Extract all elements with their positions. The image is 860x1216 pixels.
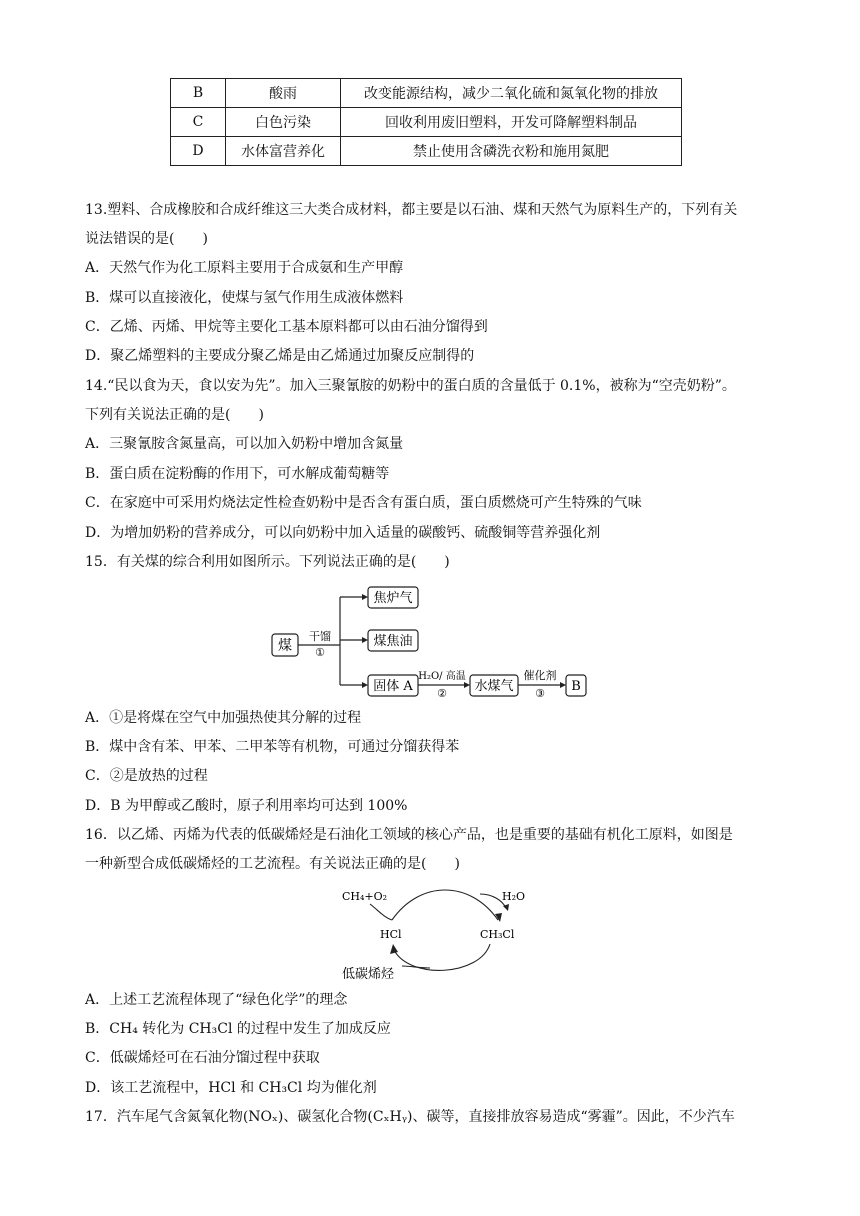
measure-cell: 改变能源结构，减少二氧化硫和氮氧化物的排放 bbox=[341, 79, 682, 108]
ch3cl-label: CH₃Cl bbox=[480, 928, 515, 941]
olefin-label: 低碳烯烃 bbox=[342, 967, 395, 982]
arrowhead bbox=[362, 682, 368, 688]
q13-option-d: D．聚乙烯塑料的主要成分聚乙烯是由乙烯通过加聚反应制得的 bbox=[85, 348, 475, 364]
arrowhead bbox=[362, 594, 368, 600]
option-cell: D bbox=[171, 137, 226, 166]
arrowhead bbox=[560, 682, 566, 688]
measure-cell: 回收利用废旧塑料，开发可降解塑料制品 bbox=[341, 108, 682, 137]
q15-option-a: A．①是将煤在空气中加强热使其分解的过程 bbox=[85, 710, 362, 726]
table-row bbox=[171, 79, 682, 108]
q14-stem-line2: 下列有关说法正确的是( ) bbox=[85, 407, 264, 423]
q17-stem-line1: 17．汽车尾气含氮氧化物(NOₓ)、碳氢化合物(CₓHᵧ)、碳等，直接排放容易造成“雾霾”。因此，不少汽车 bbox=[85, 1109, 735, 1125]
product-b-label: B bbox=[571, 679, 581, 694]
arrowhead bbox=[390, 944, 398, 954]
pollution-measures-table bbox=[170, 78, 682, 166]
q15-option-c: C．②是放热的过程 bbox=[85, 768, 208, 784]
q14-option-c: C．在家庭中可采用灼烧法定性检查奶粉中是否含有蛋白质，蛋白质燃烧可产生特殊的气味 bbox=[85, 495, 642, 511]
q13-option-b: B．煤可以直接液化，使煤与氢气作用生成液体燃料 bbox=[85, 290, 404, 306]
q13-stem-line2: 说法错误的是( ) bbox=[85, 231, 208, 247]
q13-stem-line1: 13.塑料、合成橡胶和合成纤维这三大类合成材料，都主要是以石油、煤和天然气为原料生产的，下列有关 bbox=[85, 202, 738, 218]
option-cell: B bbox=[171, 79, 226, 108]
q14-option-a: A．三聚氰胺含氮量高，可以加入奶粉中增加含氮量 bbox=[85, 436, 404, 452]
step3-number: ③ bbox=[535, 687, 545, 700]
coal-utilization-diagram bbox=[270, 582, 600, 700]
option-cell: C bbox=[171, 108, 226, 137]
arrowhead bbox=[464, 682, 470, 688]
step1-label: 干馏 bbox=[309, 630, 331, 643]
measure-cell: 禁止使用含磷洗衣粉和施用氮肥 bbox=[341, 137, 682, 166]
step2-label: H₂O/ 高温 bbox=[418, 671, 466, 682]
step1-number: ① bbox=[315, 646, 325, 659]
q16-stem-line2: 一种新型合成低碳烯烃的工艺流程。有关说法正确的是( ) bbox=[85, 856, 460, 872]
problem-cell: 水体富营养化 bbox=[226, 137, 341, 166]
reactants-label: CH₄+O₂ bbox=[342, 890, 388, 903]
step3-label: 催化剂 bbox=[523, 669, 557, 682]
coke-oven-gas-label: 焦炉气 bbox=[373, 591, 413, 606]
q13-option-c: C．乙烯、丙烯、甲烷等主要化工基本原料都可以由石油分馏得到 bbox=[85, 319, 488, 335]
problem-cell: 白色污染 bbox=[226, 108, 341, 137]
q15-option-d: D．B 为甲醇或乙酸时，原子利用率均可达到 100% bbox=[85, 798, 408, 814]
coal-label: 煤 bbox=[278, 638, 292, 654]
table-row bbox=[171, 137, 682, 166]
reactants-in-arrow bbox=[370, 904, 392, 920]
problem-cell: 酸雨 bbox=[226, 79, 341, 108]
q16-option-d: D．该工艺流程中，HCl 和 CH₃Cl 均为催化剂 bbox=[85, 1080, 377, 1096]
coal-tar-label: 煤焦油 bbox=[373, 634, 413, 649]
water-gas-label: 水煤气 bbox=[474, 679, 514, 694]
solid-a-label: 固体 A bbox=[373, 679, 413, 694]
arrowhead bbox=[362, 637, 368, 643]
q14-option-d: D．为增加奶粉的营养成分，可以向奶粉中加入适量的碳酸钙、硫酸铜等营养强化剂 bbox=[85, 525, 601, 541]
hcl-label: HCl bbox=[380, 928, 402, 941]
q15-stem: 15．有关煤的综合利用如图所示。下列说法正确的是( ) bbox=[85, 554, 450, 570]
q16-stem-line1: 16．以乙烯、丙烯为代表的低碳烯烃是石油化工领域的核心产品，也是重要的基础有机化工原料，如图是 bbox=[85, 827, 733, 843]
q15-option-b: B．煤中含有苯、甲苯、二甲苯等有机物，可通过分馏获得苯 bbox=[85, 739, 460, 755]
step2-number: ② bbox=[437, 687, 447, 700]
table-row bbox=[171, 108, 682, 137]
q14-stem-line1: 14.“民以食为天，食以安为先”。加入三聚氰胺的奶粉中的蛋白质的含量低于 0.1%，被称为“空壳奶粉”。 bbox=[85, 378, 736, 394]
olefin-process-diagram bbox=[330, 880, 540, 984]
q16-option-b: B．CH₄ 转化为 CH₃Cl 的过程中发生了加成反应 bbox=[85, 1021, 391, 1037]
q16-option-a: A．上述工艺流程体现了“绿色化学”的理念 bbox=[85, 992, 348, 1008]
q16-option-c: C．低碳烯烃可在石油分馏过程中获取 bbox=[85, 1050, 320, 1066]
q13-option-a: A．天然气作为化工原料主要用于合成氨和生产甲醇 bbox=[85, 260, 404, 276]
q14-option-b: B．蛋白质在淀粉酶的作用下，可水解成葡萄糖等 bbox=[85, 466, 390, 482]
water-label: H₂O bbox=[502, 890, 526, 903]
